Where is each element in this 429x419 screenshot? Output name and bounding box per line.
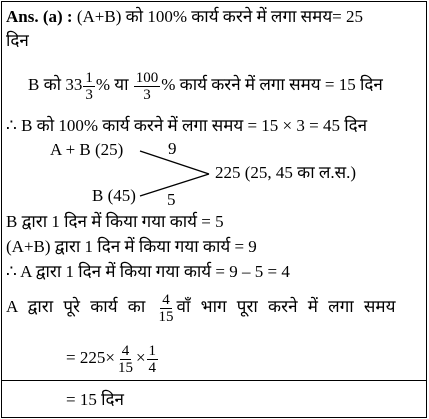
fraction-4-15-calc: $\frac{4}{15}$ [117,342,133,376]
calc-line: = 225× $\frac{4}{15}$ × $\frac{1}{4}$ [66,342,157,376]
ab-work-line: (A+B) द्वारा 1 दिन में किया गया कार्य = 9 [6,237,257,256]
ab-label: A + B (25) [50,140,124,159]
fraction-1-4: $\frac{1}{4}$ [148,342,157,376]
fraction-4-15: $\frac{4}{15}$ [158,291,174,325]
fraction-one-third: $\frac{1}{3}$ [85,69,93,103]
ab-value: 9 [168,139,177,158]
b-value: 5 [167,190,176,209]
b-work-line: B द्वारा 1 दिन में किया गया कार्य = 5 [6,212,224,231]
result-line: = 15 दिन [66,390,124,409]
therefore-b-line: ∴ B को 100% कार्य करने में लगा समय = 15 × 3 = 45 दिन [6,116,368,135]
lower-connector-line [140,174,209,196]
answer-text: (A+B) को 100% कार्य करने में लगा समय= 25 [76,7,364,26]
upper-connector-line [140,151,209,174]
fraction-100-third: $\frac{100}{3}$ [135,69,159,103]
a-full-line: A द्वारा पूरे कार्य का $\frac{4}{15}$ वाँ भाग पूरा करने में लगा समय [6,291,396,325]
answer-label: Ans. (a) : [6,7,73,26]
b-time-line: B को 33 $\frac{1}{3}$ % या $\frac{100}{3}$ % कार्य करने में लगा समय = 15 दिन [28,69,383,103]
a-work-line: ∴ A द्वारा 1 दिन में किया गया कार्य = 9 – 5 = 4 [6,262,290,281]
answer-line-2: दिन [6,31,29,50]
lcm-text: 225 (25, 45 का ल.स.) [215,163,357,182]
b-label: B (45) [92,186,136,205]
